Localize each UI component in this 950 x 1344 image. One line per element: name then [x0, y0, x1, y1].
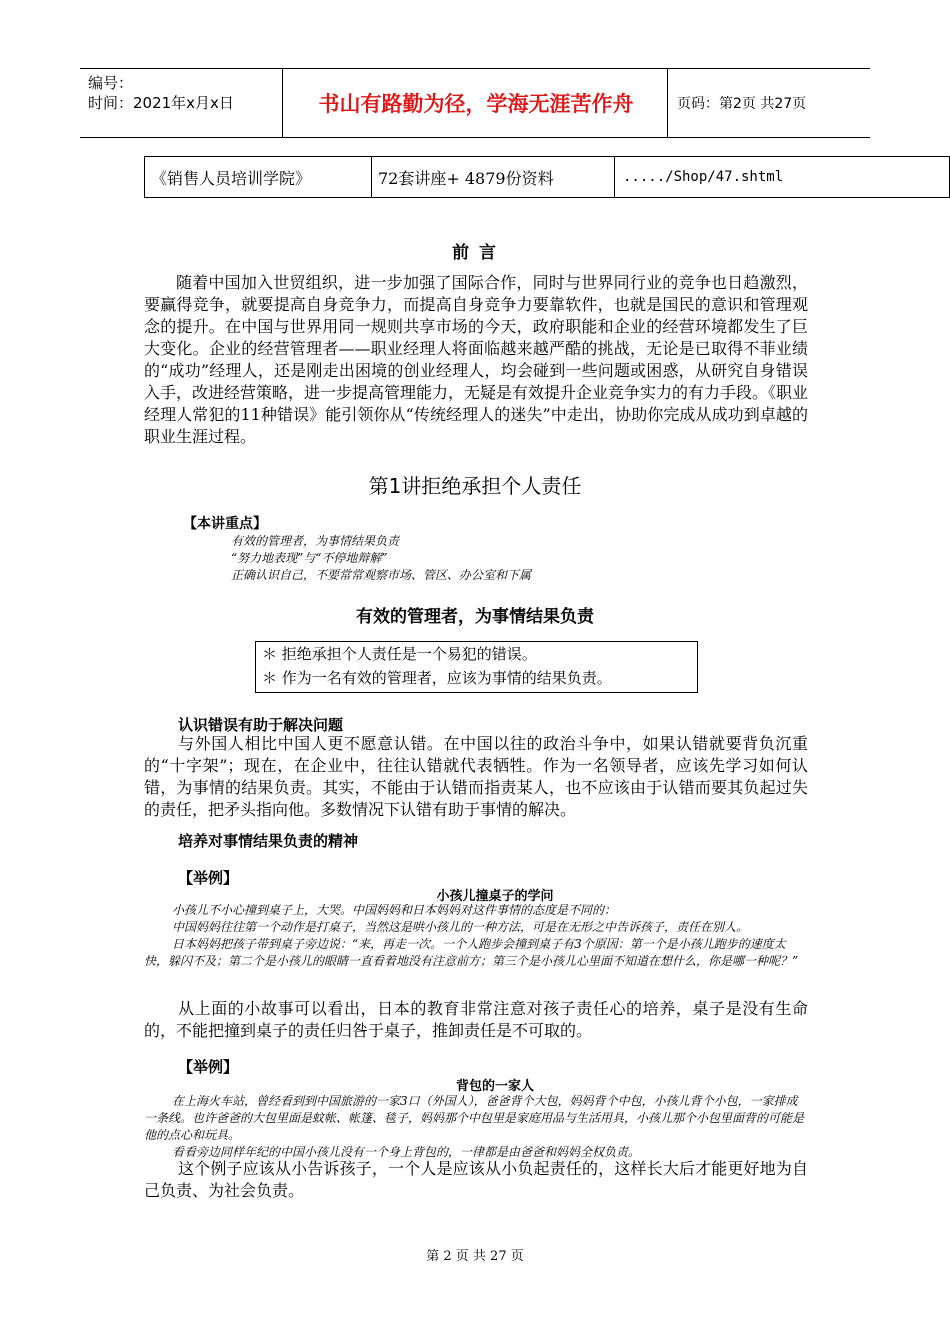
story2-title: 背包的一家人	[455, 1079, 534, 1094]
story2-line: 看看旁边同样年纪的中国小孩儿没有一个身上背包的，一律都是由爸爸和妈妈全权负责。	[172, 1145, 641, 1159]
key-point-item: “努力地表现”与“不停地辩解”	[231, 551, 388, 565]
sub2-title: 培养对事情结果负责的精神	[178, 832, 359, 850]
header-slogan: 书山有路勤为径，学海无涯苦作舟	[318, 92, 634, 116]
date-label: 时间：2021年x月x日	[88, 94, 234, 112]
story1-line: 中国妈妈往往第一个动作是打桌子，当然这是哄小孩儿的一种方法，可是在无形之中告诉孩子，责任在别人。	[172, 920, 749, 934]
key-point-item: 正确认识自己，不要常常观察市场、管区、办公室和下属	[231, 568, 532, 582]
sub1-title: 认识错误有助于解决问题	[178, 716, 344, 734]
header-divider	[282, 69, 283, 137]
page-footer: 第 2 页 共 27 页	[426, 1249, 524, 1264]
summary-box	[255, 641, 698, 693]
preface-title: 前 言	[452, 243, 498, 263]
story2-body	[144, 1093, 808, 1161]
section-title: 有效的管理者，为事情结果负责	[356, 607, 594, 627]
example-label: 【举例】	[178, 869, 239, 887]
story2-comment: 这个例子应该从小告诉孩子，一个人是应该从小负起责任的，这样长大后才能更好地为自己负责、为社会负责。	[144, 1159, 808, 1200]
lecture-title: 第1讲拒绝承担个人责任	[368, 474, 582, 498]
header-page-label: 页码：第2页 共27页	[677, 96, 807, 112]
story1-comment: 从上面的小故事可以看出，日本的教育非常注意对孩子责任心的培养，桌子是没有生命的，不能把撞到桌子的责任归咎于桌子，推卸责任是不可取的。	[144, 999, 808, 1040]
ad-link[interactable]: ...../Shop/47.shtml	[623, 169, 784, 185]
key-points-label: 【本讲重点】	[183, 516, 267, 532]
summary-item: ＊ 拒绝承担个人责任是一个易犯的错误。	[262, 645, 537, 663]
sub1-body: 与外国人相比中国人更不愿意认错。在中国以往的政治斗争中，如果认错就要背负沉重的“十字架”；现在，在企业中，往往认错就代表牺牲。作为一名领导者，应该先学习如何认错，为事情的结果负责。其实，不能由于认错而指责某人，也不应该由于认错而要其负起过失的责任，把矛头指向他。多数情况下认错有助于事情的解决。	[144, 734, 808, 819]
preface-body: 随着中国加入世贸组织，进一步加强了国际合作，同时与世界同行业的竞争也日趋激烈，要赢得竞争，就要提高自身竞争力，而提高自身竞争力要靠软件，也就是国民的意识和管理观念的提升。在中国与世界用同一规则共享市场的今天，政府职能和企业的经营环境都发生了巨大变化。企业的经营管理者——职业经理人将面临越来越严酷的挑战，无论是已取得不菲业绩的“成功”经理人，还是刚走出困境的创业经理人，均会碰到一些问题或困惑，从研究自身错误入手，改进经营策略，进一步提高管理能力，无疑是有效提升企业竞争实力的有力手段。《职业经理人常犯的11种错误》能引领你从“传统经理人的迷失”中走出，协助你完成从成功到卓越的职业生涯过程。	[144, 273, 809, 446]
header-info	[88, 73, 234, 113]
story1-line: 日本妈妈把孩子带到桌子旁边说：“来，再走一次。一个人跑步会撞到桌子有3个原因：第一个是小孩儿跑步的速度太快，躲闪不及；第二个是小孩儿的眼睛一直看着地没有注意前方；第三个是小孩儿心里面不知道在想什么，你是哪一种呢？”	[144, 937, 799, 968]
example2-label: 【举例】	[178, 1058, 239, 1076]
story2-line: 在上海火车站，曾经看到到中国旅游的一家3口（外国人），爸爸背个大包，妈妈背个中包，小孩儿背个小包，一家排成一条线。也许爸爸的大包里面是蚊帐、帐篷、毯子，妈妈那个中包里是家庭用品与生活用具，小孩儿那个小包里面背的可能是他的点心和玩具。	[144, 1094, 805, 1142]
ad-cell-count: 72套讲座+ 4879份资料	[378, 168, 554, 188]
story1-body	[144, 902, 808, 970]
story1-title: 小孩儿撞桌子的学问	[436, 889, 554, 904]
key-point-item: 有效的管理者，为事情结果负责	[231, 534, 400, 548]
number-label: 编号：	[88, 74, 134, 92]
ad-table	[144, 156, 950, 198]
ad-cell-title: 《销售人员培训学院》	[151, 168, 312, 188]
summary-item: ＊ 作为一名有效的管理者，应该为事情的结果负责。	[262, 669, 612, 687]
page-header	[80, 68, 870, 138]
story1-line: 小孩儿不小心撞到桌子上，大哭。中国妈妈和日本妈妈对这件事情的态度是不同的：	[172, 903, 617, 917]
key-points-list	[231, 533, 531, 584]
